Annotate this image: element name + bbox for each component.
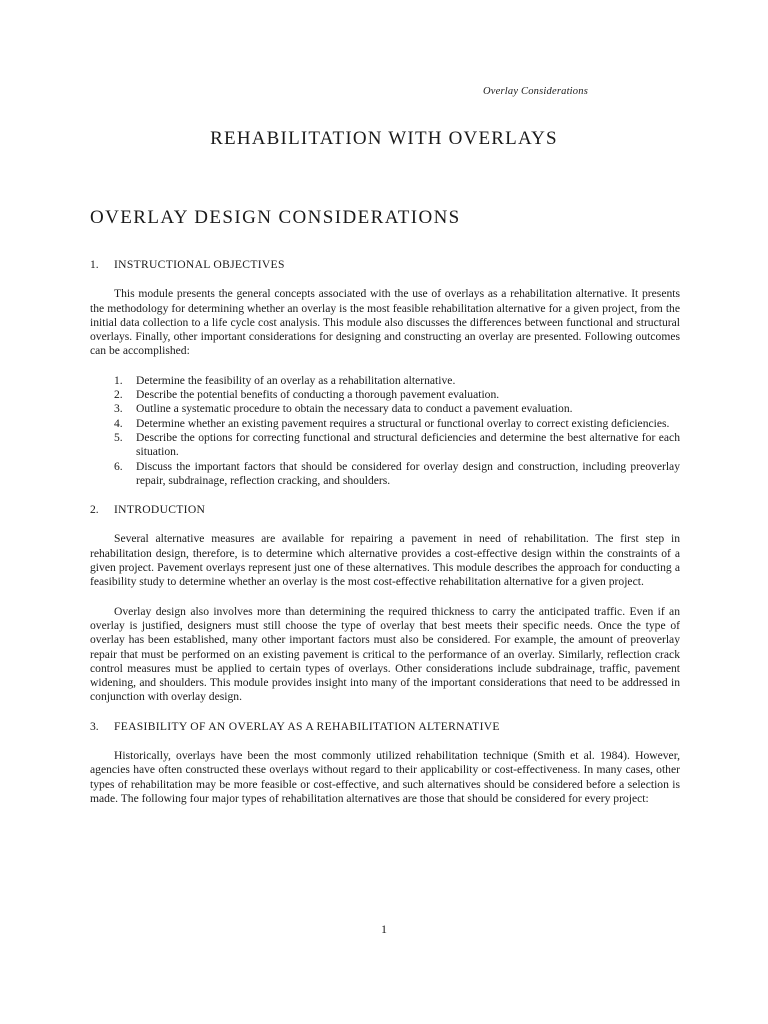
list-item xyxy=(90,402,680,416)
section-title: INTRODUCTION xyxy=(114,503,206,517)
list-item-number: 4. xyxy=(114,416,123,430)
section-number: 2. xyxy=(90,503,99,517)
list-item xyxy=(90,460,680,489)
section-number: 3. xyxy=(90,719,99,733)
list-item-text: Describe the options for correcting functional and structural deficiencies and determine the best alternative for each situation. xyxy=(136,430,680,459)
list-item-number: 2. xyxy=(114,388,123,402)
list-item-text: Outline a systematic procedure to obtain the necessary data to conduct a pavement evaluation. xyxy=(136,402,573,416)
paragraph: Several alternative measures are available for repairing a pavement in need of rehabilitation. The first step in rehabilitation design, therefore, is to determine which alternative provides a cost-effective design within the constraints of a given project. Pavement overlays represent just one of these alternatives. This module describes the approach for conducting a feasibility study to determine whether an overlay is the most cost-effective rehabilitation alternative for a given project. xyxy=(90,532,680,589)
section-heading-objectives xyxy=(90,258,680,272)
list-item-number: 3. xyxy=(114,402,123,416)
list-item-text: Determine whether an existing pavement requires a structural or functional overlay to correct existing deficiencies. xyxy=(136,416,670,430)
module-title: OVERLAY DESIGN CONSIDERATIONS xyxy=(90,207,461,228)
list-item-text: Discuss the important factors that should be considered for overlay design and construction, including preoverlay repair, subdrainage, reflection cracking, and shoulders. xyxy=(136,459,680,487)
list-item-number: 5. xyxy=(114,430,123,444)
section-title: INSTRUCTIONAL OBJECTIVES xyxy=(114,258,285,271)
list-item-text: Describe the potential benefits of conducting a thorough pavement evaluation. xyxy=(136,388,500,402)
running-header: Overlay Considerations xyxy=(482,86,588,97)
list-item-number: 6. xyxy=(114,459,123,473)
section-number: 1. xyxy=(90,258,99,271)
section-title: FEASIBILITY OF AN OVERLAY AS A REHABILITATION ALTERNATIVE xyxy=(114,719,500,733)
document-body xyxy=(90,258,680,821)
page-number: 1 xyxy=(381,922,387,936)
list-item xyxy=(90,388,680,402)
paragraph: Overlay design also involves more than determining the required thickness to carry the anticipated traffic. Even if an overlay is justified, designers must still choose the type of overlay that best meets their specific needs. Once the type of overlay has been established, many other important factors must also be considered. For example, the amount of preoverlay repair that must be performed on an existing pavement is critical to the performance of an overlay. Similarly, reflection crack control measures must be applied to certain types of overlays. Other considerations include subdrainage, traffic, pavement widening, and shoulders. This module provides insight into many of the important considerations that need to be addressed in conjunction with overlay design. xyxy=(90,604,680,704)
list-item xyxy=(90,431,680,460)
list-item-number: 1. xyxy=(114,373,123,387)
paragraph: Historically, overlays have been the most commonly utilized rehabilitation technique (Smith et al. 1984). However, agencies have often constructed these overlays without regard to their applicability or cost-effectiveness. In many cases, other types of rehabilitation may be more feasible or cost-effective, and such alternatives should be considered before a selection is made. The following four major types of rehabilitation alternatives are those that should be considered for every project: xyxy=(90,749,680,805)
paragraph: This module presents the general concepts associated with the use of overlays as a rehabilitation alternative. It presents the methodology for determining whether an overlay is the most feasible rehabilitation alternative for a given project, from the initial data collection to a life cycle cost analysis. This module also discusses the differences between functional and structural overlays. Finally, other important considerations for designing and constructing an overlay are presented. Following outcomes can be accomplished: xyxy=(90,287,680,358)
list-item xyxy=(90,417,680,431)
section-heading-introduction xyxy=(90,503,680,517)
objectives-list xyxy=(90,374,680,488)
list-item xyxy=(90,374,680,388)
list-item-text: Determine the feasibility of an overlay as a rehabilitation alternative. xyxy=(136,373,456,387)
document-title: REHABILITATION WITH OVERLAYS xyxy=(210,128,558,149)
section-heading-feasibility xyxy=(90,720,680,734)
